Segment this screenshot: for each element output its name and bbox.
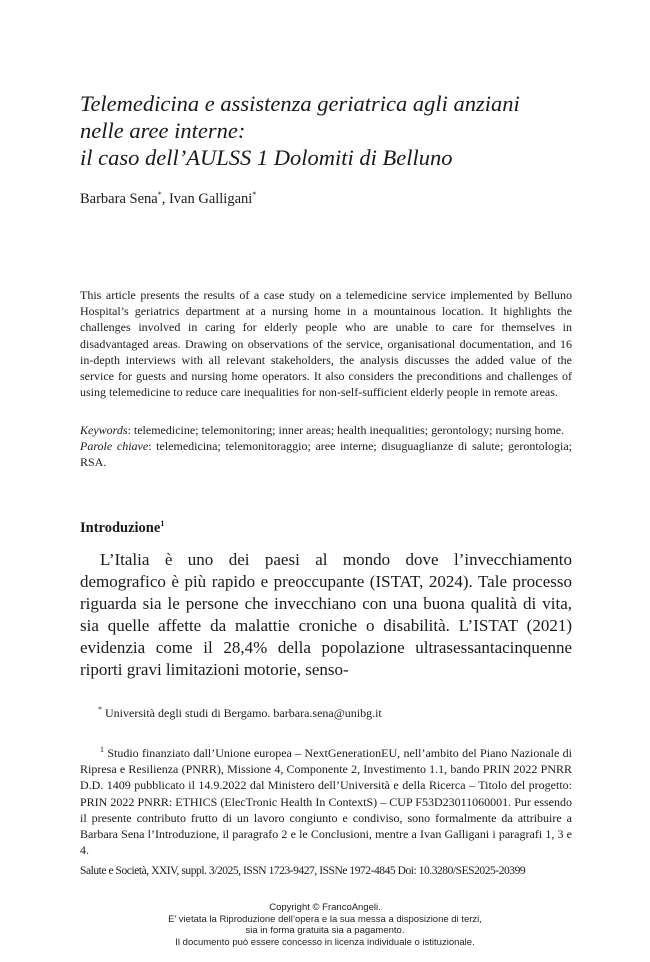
keywords-text: : telemedicine; telemonitoring; inner areas; health inequalities; gerontology; nursing home.	[127, 423, 565, 437]
affiliation-mark: *	[252, 190, 257, 199]
abstract: This article presents the results of a case study on a telemedicine service implemented by Belluno Hospital’s geriatrics department at a nursing home in a mountainous location. It highlights the challenges involved in caring for elderly people who are unable to care for themselves in disadvantaged areas. Drawing on observations of the service, organisational documentation, and 16 in-depth interviews with all relevant stakeholders, the analysis discusses the added value of the service for guests and nursing home operators. It also considers the preconditions and challenges of using telemedicine to reduce care inequalities for non-self-sufficient elderly people in remote areas.	[80, 288, 572, 400]
author-name: Barbara Sena	[80, 191, 158, 207]
copyright-line: E’ vietata la Riproduzione dell’opera e la sua messa a disposizione di terzi,	[168, 913, 482, 925]
funding-footnote	[80, 742, 572, 858]
keywords-label: Keywords	[80, 423, 128, 437]
title-line: Telemedicina e assistenza geriatrica agli anziani	[80, 91, 520, 116]
affiliation-footnote	[98, 705, 382, 721]
keywords-block	[80, 422, 572, 471]
body-paragraph: L’Italia è uno dei paesi al mondo dove l’invecchiamento demografico è più rapido e preoccupante (ISTAT, 2024). Tale processo riguarda sia le persone che invecchiano con una buona qualità di vita, sia quelle affette da malattie croniche o disabilità. L’ISTAT (2021) evidenzia come il 28,4% della popolazione ultrasessantacinquenne riporti gravi limitazioni motorie, senso-	[80, 550, 572, 679]
section-heading	[80, 519, 164, 537]
parole-chiave-text: : telemedicina; telemonitoraggio; aree interne; disuguaglianze di salute; gerontologia; RSA.	[80, 439, 572, 470]
copyright-line: Il documento può essere concesso in licenza individuale o istituzionale.	[175, 936, 475, 948]
copyright-line: sia in forma gratuita sia a pagamento.	[245, 925, 405, 936]
copyright-line: Copyright © FrancoAngeli.	[269, 902, 381, 913]
author-list	[80, 190, 256, 208]
title-line: il caso dell’AULSS 1 Dolomiti di Belluno	[80, 145, 453, 170]
title-line: nelle aree interne:	[80, 118, 246, 143]
parole-chiave	[80, 438, 572, 470]
section-title: Introduzione	[80, 520, 161, 536]
footnote-text: Università degli studi di Bergamo. barbara.sena@unibg.it	[102, 706, 382, 720]
footnote-ref: 1	[160, 519, 165, 528]
footnote-mark: 1	[100, 745, 104, 754]
parole-chiave-label: Parole chiave	[80, 439, 149, 454]
affiliation-mark: *	[157, 190, 162, 199]
keywords	[80, 422, 572, 438]
author-name: Ivan Galligani	[168, 191, 253, 207]
author-separator: ,	[161, 191, 169, 207]
article-title	[80, 90, 600, 171]
footnote-text: Studio finanziato dall’Unione europea – NextGenerationEU, nell’ambito del Piano Nazionale di Ripresa e Resilienza (PNRR), Missione 4, Componente 2, Investimento 1.1, bando PRIN 2022 PNRR D.D. 1409 pubblicato il 14.9.2022 dal Ministero dell’Università e della Ricerca – Titolo del progetto: PRIN 2022 PNRR: ETHICS (ElecTronic Health In ContextS) – CUP F53D23011060001. Pur essendo il presente contributo frutto di un lavoro congiunto e condiviso, sono formalmente da attribuire a Barbara Sena l’Introduzione, il paragrafo 2 e le Conclusioni, mentre a Ivan Galligani i paragrafi 1, 3 e 4.	[80, 746, 572, 858]
footnote-mark: *	[98, 705, 102, 714]
copyright-notice	[0, 902, 650, 948]
journal-citation: Salute e Società, XXIV, suppl. 3/2025, ISSN 1723-9427, ISSNe 1972-4845 Doi: 10.3280/SES2025-20399	[80, 865, 526, 877]
